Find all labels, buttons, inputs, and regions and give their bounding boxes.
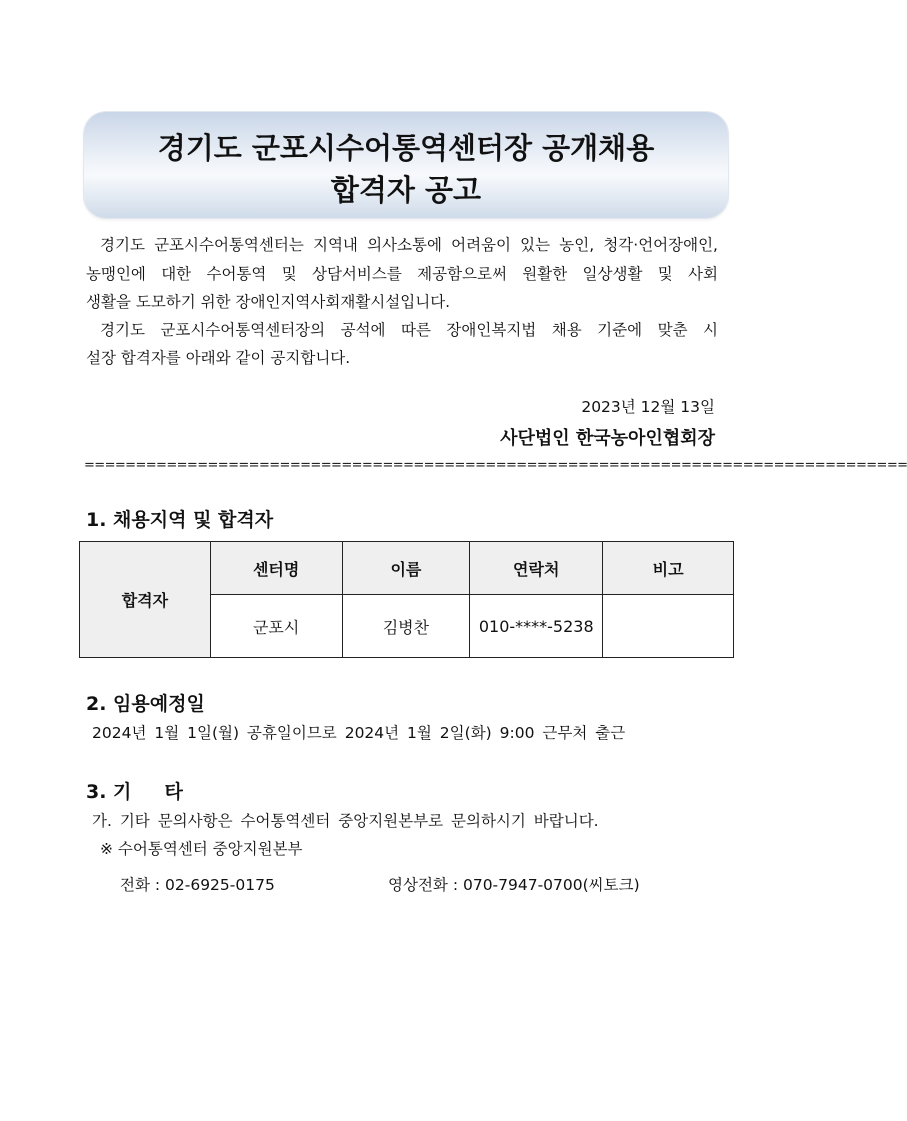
cell-contact: 010-****-5238 xyxy=(470,595,603,658)
inquiry-text: 가. 기타 문의사항은 수어통역센터 중앙지원본부로 문의하시기 바랍니다. xyxy=(92,812,599,830)
title-box xyxy=(84,112,728,218)
phone-number: 전화 : 02-6925-0175 xyxy=(120,876,275,894)
intro-line: 설장 합격자를 아래와 같이 공지합니다. xyxy=(86,349,351,367)
header-remarks: 비고 xyxy=(603,542,734,595)
intro-line: 경기도 군포시수어통역센터장의 공석에 따른 장애인복지법 채용 기준에 맞춘 시 xyxy=(100,321,718,339)
title-line-2: 합격자 공고 xyxy=(330,173,482,207)
header-contact: 연락처 xyxy=(470,542,603,595)
section2-heading: 2. 임용예정일 xyxy=(86,693,205,715)
intro-line: 생활을 도모하기 위한 장애인지역사회재활시설입니다. xyxy=(86,293,451,311)
video-phone-number: 영상전화 : 070-7947-0700(씨토크) xyxy=(388,876,640,894)
row-label-cell: 합격자 xyxy=(80,542,211,658)
contact-note: ※ 수어통역센터 중앙지원본부 xyxy=(100,840,303,858)
issuer: 사단법인 한국농아인협회장 xyxy=(500,428,715,449)
announcement-date: 2023년 12월 13일 xyxy=(581,398,715,416)
table-header-row xyxy=(80,542,734,595)
cell-remarks xyxy=(603,595,734,658)
cell-name: 김병찬 xyxy=(342,595,470,658)
cell-center: 군포시 xyxy=(210,595,342,658)
intro-line: 경기도 군포시수어통역센터는 지역내 의사소통에 어려움이 있는 농인, 청각·언어장애인, xyxy=(100,236,718,254)
header-center: 센터명 xyxy=(210,542,342,595)
intro-line: 농맹인에 대한 수어통역 및 상담서비스를 제공함으로써 원활한 일상생활 및 사회 xyxy=(86,265,718,283)
section1-heading: 1. 채용지역 및 합격자 xyxy=(86,509,274,531)
appointment-text: 2024년 1월 1일(월) 공휴일이므로 2024년 1월 2일(화) 9:00 근무처 출근 xyxy=(92,724,626,742)
header-name: 이름 xyxy=(342,542,470,595)
separator-line: ================================================================================ xyxy=(84,458,907,473)
title-line-1: 경기도 군포시수어통역센터장 공개채용 xyxy=(157,131,655,165)
section3-heading: 3. 기 타 xyxy=(86,781,183,803)
results-table xyxy=(79,541,734,658)
